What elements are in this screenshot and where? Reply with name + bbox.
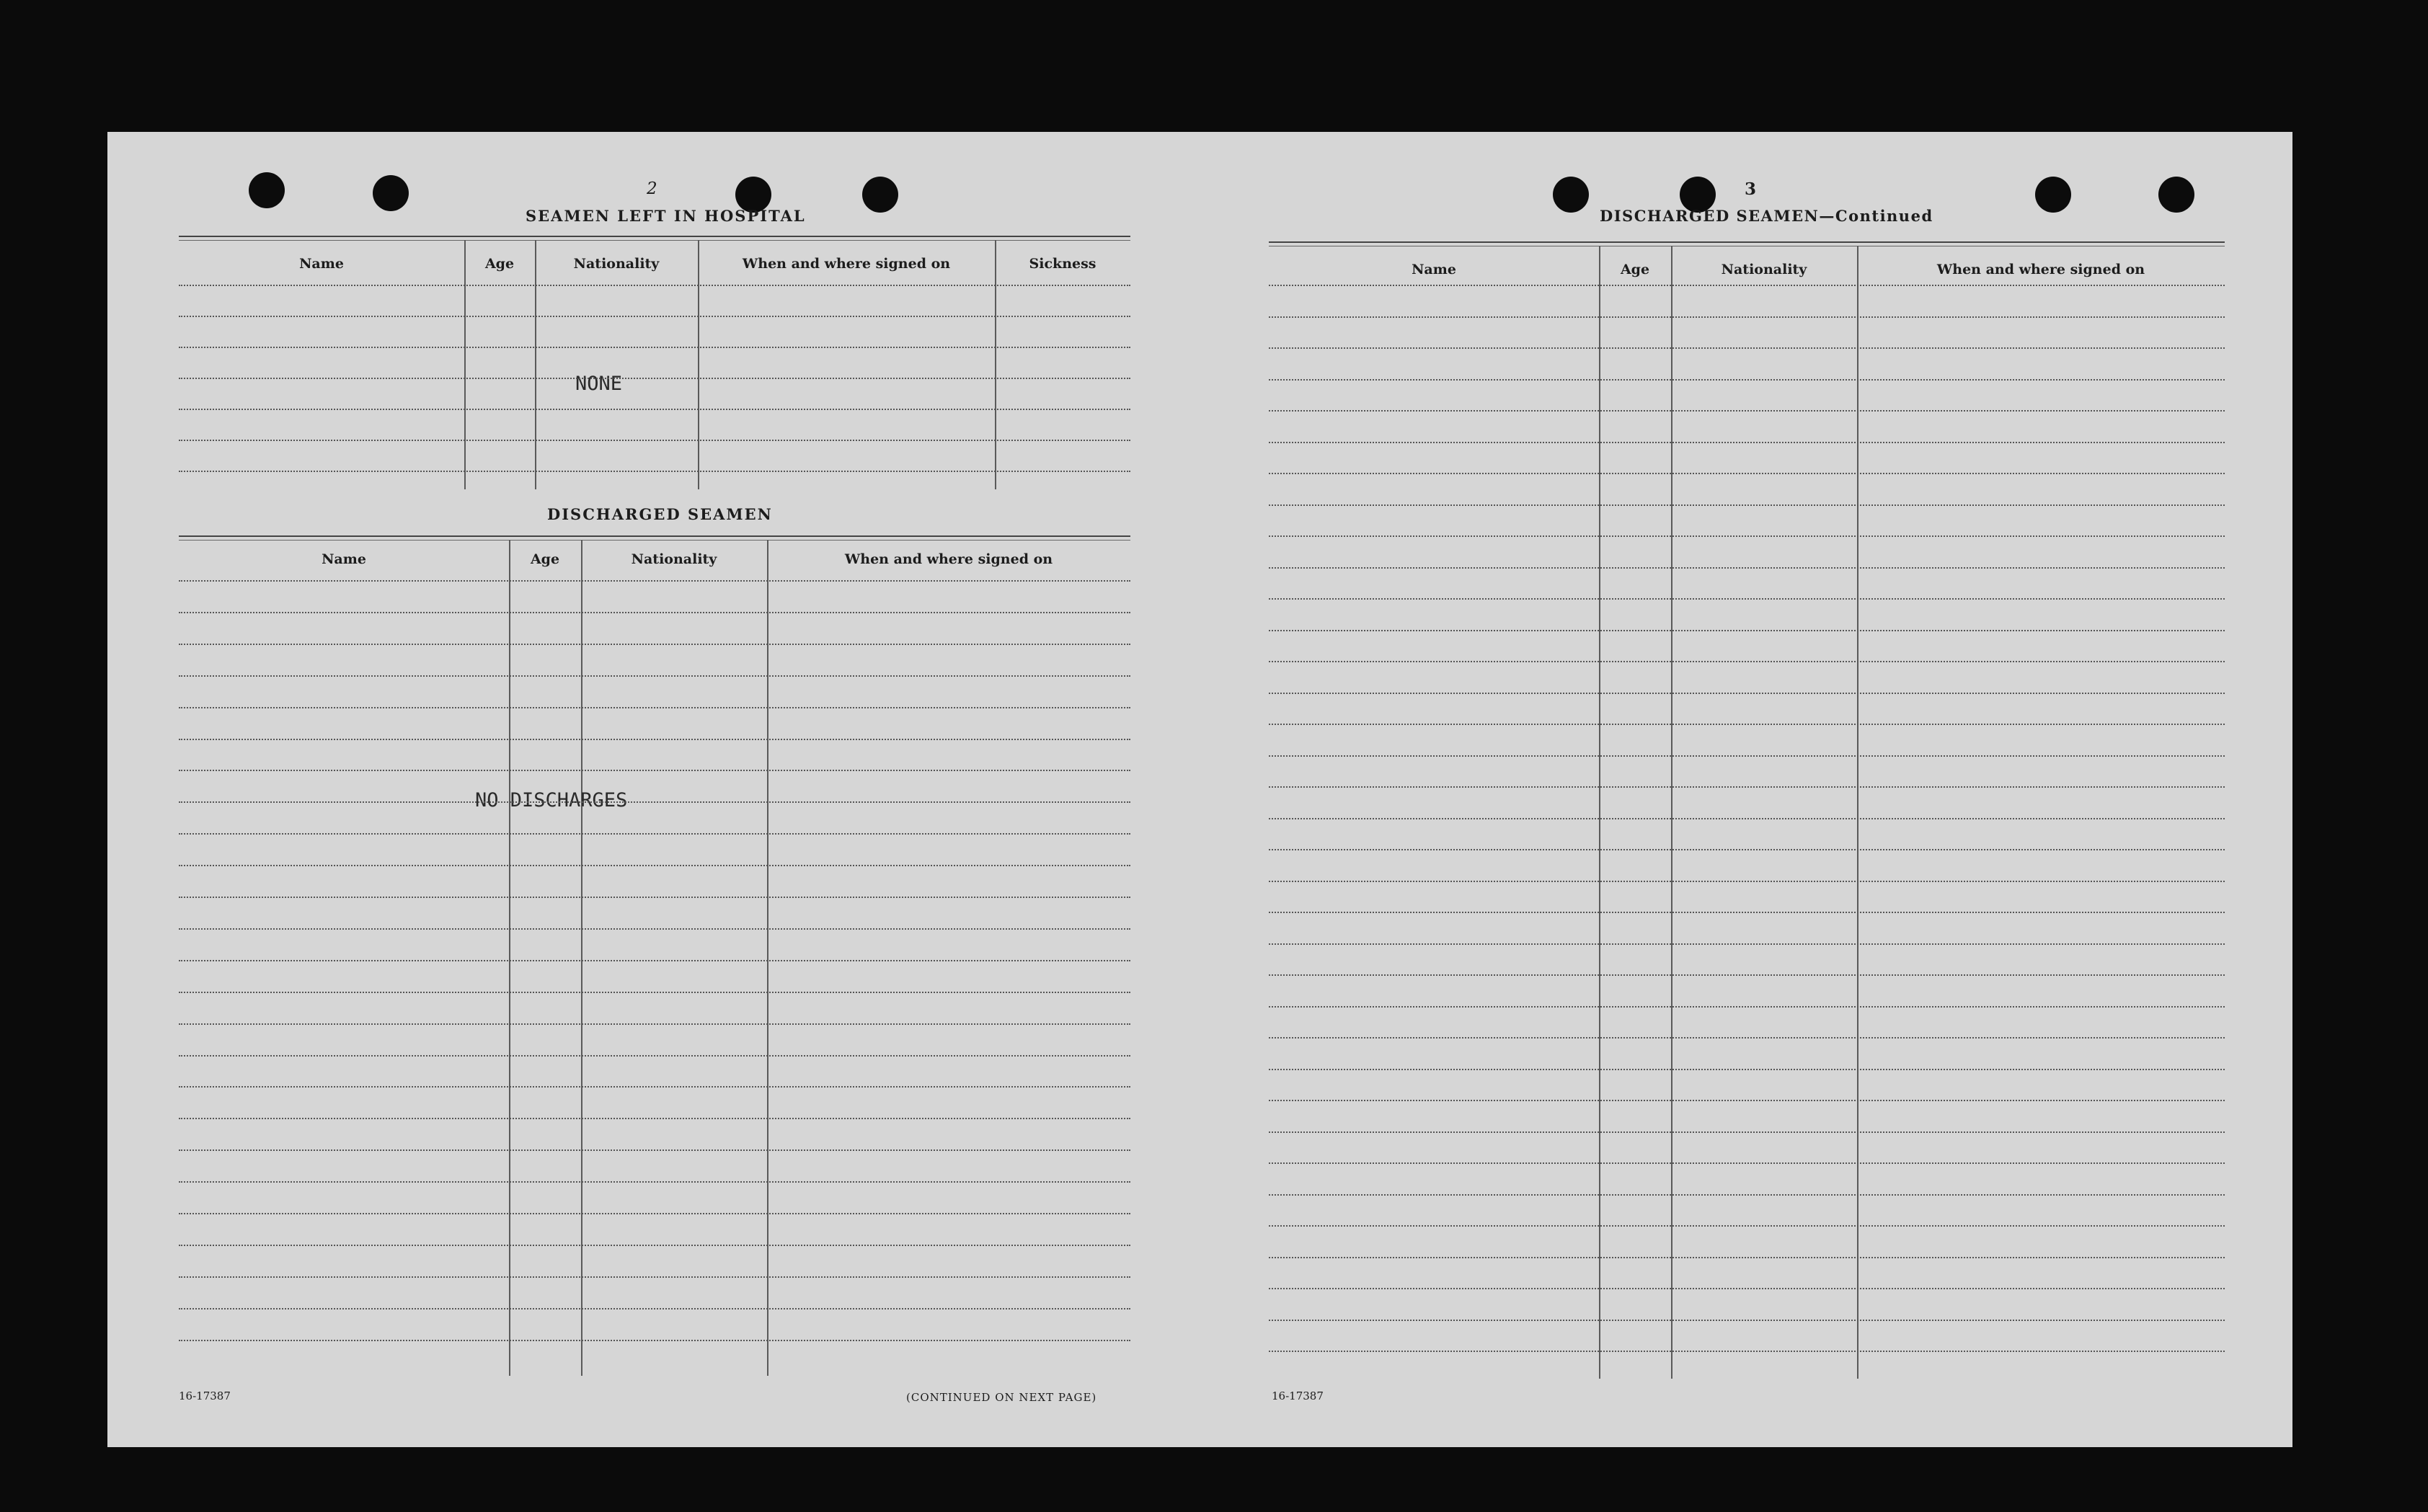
ruled-line [179,707,1130,708]
left-page [107,132,1200,1447]
ruled-line [1269,943,2225,945]
ruled-line [1269,1194,2225,1196]
column-header-age: Age [530,551,560,567]
column-header-nationality: Nationality [1721,262,1807,277]
ruled-line [179,1181,1130,1183]
ruled-line [1269,473,2225,474]
ruled-line [179,739,1130,740]
ruled-line [179,471,1130,472]
ruled-line [1269,1257,2225,1258]
ruled-line [179,865,1130,866]
ruled-line [1269,598,2225,600]
ruled-line [179,580,1130,582]
ruled-line [179,612,1130,613]
ruled-line [1269,347,2225,349]
page-number: 2 [647,179,657,198]
column-header-name: Name [322,551,366,567]
ruled-line [179,1245,1130,1246]
ruled-line [1269,1037,2225,1039]
ruled-line [1269,755,2225,757]
punch-hole [2035,177,2071,213]
ruled-line [179,1086,1130,1088]
ruled-line [1269,504,2225,506]
ruled-line [179,897,1130,898]
ruled-line [1269,818,2225,819]
ruled-line [1269,1320,2225,1321]
ruled-line [1269,1162,2225,1164]
ruled-line [179,770,1130,771]
section-title-hospital: SEAMEN LEFT IN HOSPITAL [526,207,806,225]
ruled-line [179,1308,1130,1309]
ruled-line [179,644,1130,645]
column-header-name: Name [1412,262,1456,277]
ruled-line [1269,535,2225,537]
column-header-signed-on: When and where signed on [1936,262,2145,277]
ruled-line [179,285,1130,286]
ruled-line [179,409,1130,410]
ruled-line [1269,881,2225,882]
ruled-line [179,1055,1130,1057]
column-header-sickness: Sickness [1029,256,1096,272]
punch-hole [373,175,409,211]
ruled-line [1269,379,2225,381]
hospital-table [179,236,1130,492]
section-title-discharged: DISCHARGED SEAMEN [547,505,773,523]
ruled-line [179,1118,1130,1119]
ledger-sheet [107,132,2292,1447]
ruled-line [179,1023,1130,1025]
ruled-line [179,316,1130,317]
ruled-line [179,1340,1130,1341]
form-number: 16-17387 [1272,1389,1324,1402]
ruled-line [1269,1100,2225,1101]
column-header-age: Age [484,256,515,272]
ruled-line [1269,974,2225,976]
ruled-line [179,347,1130,348]
column-header-nationality: Nationality [631,551,717,567]
ruled-line [1269,724,2225,725]
ruled-line [1269,567,2225,569]
column-header-signed-on: When and where signed on [742,256,951,272]
column-header-nationality: Nationality [573,256,660,272]
section-title-discharged-continued: DISCHARGED SEAMEN—Continued [1600,207,1933,225]
ruled-line [1269,1006,2225,1008]
ruled-line [179,1276,1130,1278]
ruled-line [179,675,1130,677]
discharged-continued-table [1269,241,2225,1387]
ruled-line [1269,1288,2225,1289]
discharged-table [179,535,1130,1382]
right-page [1200,132,2292,1447]
ruled-line [1269,1131,2225,1133]
ruled-line [1269,630,2225,631]
ruled-line [1269,410,2225,412]
ruled-line [1269,693,2225,694]
punch-hole [862,177,898,213]
ruled-line [179,1149,1130,1151]
ruled-line [1269,661,2225,662]
typed-entry-no-discharges: NO DISCHARGES [475,789,628,811]
column-header-signed-on: When and where signed on [844,551,1053,567]
ruled-line [1269,1069,2225,1070]
ruled-line [1269,316,2225,318]
ruled-line [179,440,1130,441]
ruled-line [1269,442,2225,443]
page-number: 3 [1745,179,1757,199]
form-number: 16-17387 [179,1389,231,1402]
ruled-line [179,801,1130,803]
ruled-line [1269,849,2225,850]
ruled-line [1269,1225,2225,1227]
ruled-line [1269,1351,2225,1352]
continued-note: (CONTINUED ON NEXT PAGE) [906,1391,1097,1404]
ruled-line [179,928,1130,930]
ruled-line [179,1213,1130,1214]
ruled-line [179,833,1130,835]
punch-hole [249,172,285,208]
ruled-line [1269,786,2225,788]
punch-hole [1553,177,1589,213]
ruled-line [1269,285,2225,286]
punch-hole [2158,177,2194,213]
ruled-line [1269,912,2225,913]
column-header-age: Age [1620,262,1650,277]
column-header-name: Name [299,256,344,272]
ruled-line [179,378,1130,379]
typed-entry-none: NONE [575,373,623,395]
ruled-line [179,960,1130,961]
ruled-line [179,992,1130,993]
